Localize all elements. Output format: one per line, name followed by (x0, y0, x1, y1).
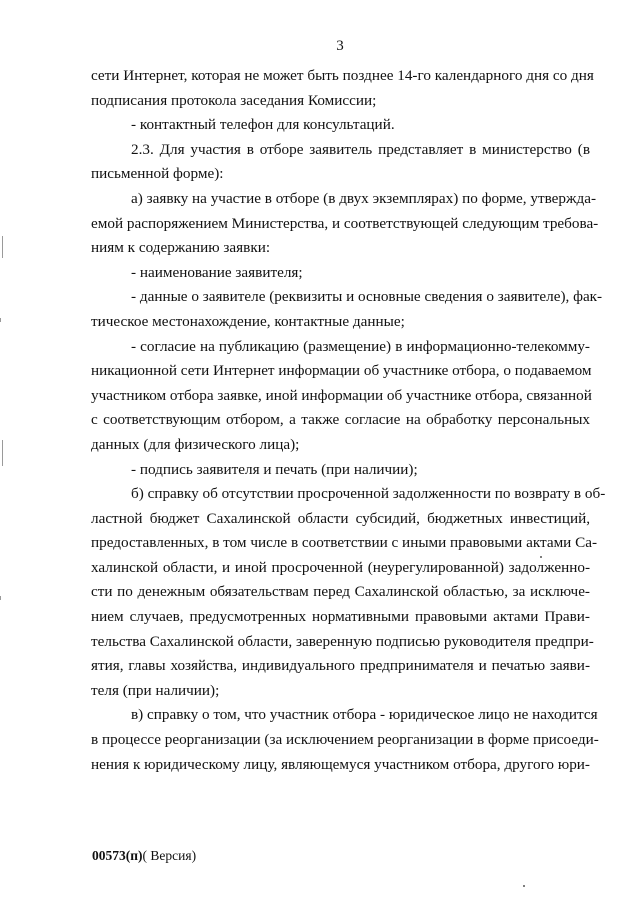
text-line: в процессе реорганизации (за исключением реорганизации в форме присоеди- (91, 731, 599, 749)
text-line: предоставленных, в том числе в соответствии с иными правовыми актами Са- (91, 534, 598, 552)
document-footer (92, 848, 196, 864)
text-line: ятия, главы хозяйства, индивидуального предпринимателя и печатью заяви- (91, 657, 590, 675)
text-line: участником отбора заявке, иной информации об участнике отбора, связанной (91, 386, 592, 404)
text-line: теля (при наличии); (91, 681, 220, 699)
scan-artifact (523, 885, 525, 887)
page-number: 3 (336, 38, 344, 54)
scan-artifact (2, 440, 3, 466)
text-line: тическое местонахождение, контактные данные; (91, 312, 405, 330)
text-line: - контактный телефон для консультаций. (131, 116, 395, 134)
text-line: в) справку о том, что участник отбора - юридическое лицо не находится (131, 706, 598, 724)
text-line: сти по денежным обязательствам перед Сахалинской областью, за исключе- (91, 583, 590, 601)
text-line: ластной бюджет Сахалинской области субсидий, бюджетных инвестиций, (91, 509, 590, 527)
text-line: - данные о заявителе (реквизиты и основные сведения о заявителе), фак- (131, 288, 603, 306)
text-line: 2.3. Для участия в отборе заявитель представляет в министерство (в (131, 140, 590, 158)
text-line: - согласие на публикацию (размещение) в информационно-телекомму- (131, 337, 590, 355)
text-line: ниям к содержанию заявки: (91, 239, 271, 257)
text-line: емой распоряжением Министерства, и соответствующей следующим требова- (91, 214, 599, 232)
text-line: никационной сети Интернет информации об участнике отбора, о подаваемом (91, 362, 592, 380)
text-line: письменной форме): (91, 165, 224, 183)
scan-artifact (0, 596, 1, 600)
text-line: а) заявку на участие в отборе (в двух экземплярах) по форме, утвержда- (131, 189, 597, 207)
text-line: данных (для физического лица); (91, 435, 300, 453)
scan-artifact (0, 318, 1, 322)
text-line: подписания протокола заседания Комиссии; (91, 91, 377, 109)
text-line: - наименование заявителя; (131, 263, 303, 281)
text-line: б) справку об отсутствии просроченной задолженности по возврату в об- (131, 485, 606, 503)
text-line: нения к юридическому лицу, являющемуся участником отбора, другого юри- (91, 755, 590, 773)
scan-artifact (2, 236, 3, 258)
text-line: нием случаев, предусмотренных нормативными правовыми актами Прави- (91, 608, 590, 626)
text-line: тельства Сахалинской области, заверенную подписью руководителя предпри- (91, 632, 594, 650)
scan-artifact (540, 556, 542, 558)
document-version: ( Версия) (142, 848, 197, 863)
text-line: - подпись заявителя и печать (при наличии); (131, 460, 418, 478)
text-line: сети Интернет, которая не может быть позднее 14-го календарного дня со дня (91, 67, 594, 84)
document-code: 00573(п) (92, 848, 143, 863)
text-line: халинской области, и иной просроченной (неурегулированной) задолженно- (91, 558, 590, 576)
text-line: с соответствующим отбором, а также согласие на обработку персональных (91, 411, 590, 429)
document-body (91, 64, 606, 777)
